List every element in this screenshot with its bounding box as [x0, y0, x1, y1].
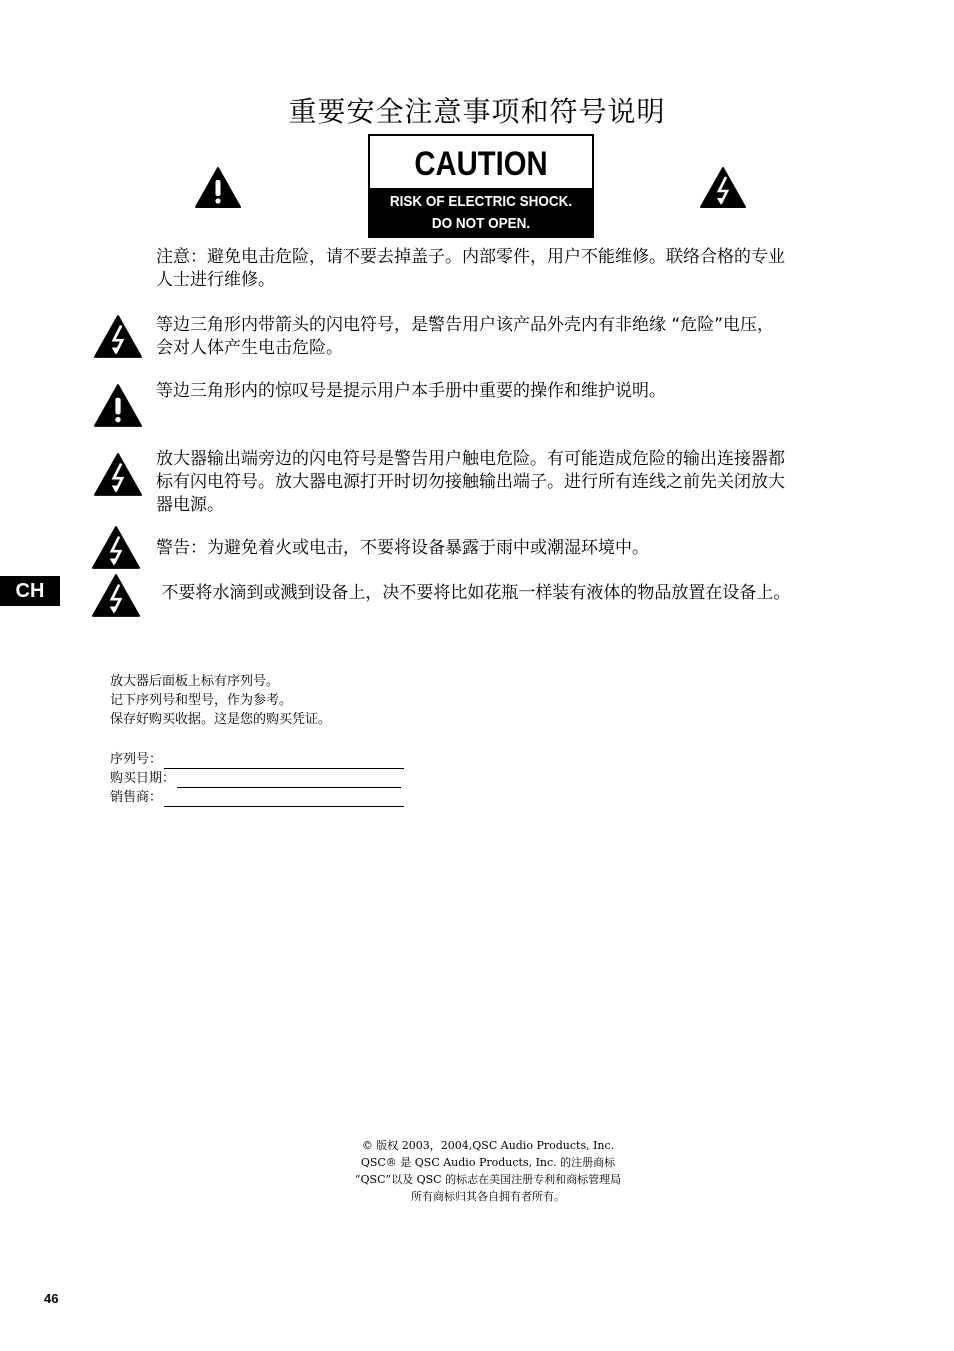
copyright-line-1: © 版权 2003，2004,QSC Audio Products, Inc. [361, 1139, 615, 1152]
liquid-warning-text [156, 582, 886, 605]
caution-line-2: DO NOT OPEN. [431, 215, 531, 232]
language-tab: CH [0, 576, 60, 606]
output-text-line-3: 器电源。 [156, 495, 224, 515]
copyright-line-2: QSC® 是 QSC Audio Products, Inc. 的注册商标 [360, 1156, 616, 1169]
purchase-date-field[interactable] [110, 769, 401, 788]
page-title: 重要安全注意事项和符号说明 [288, 95, 666, 128]
copyright-line-3: “QSC”以及 QSC 的标志在美国注册专利和商标管理局 [354, 1173, 622, 1186]
serial-number-field[interactable] [110, 750, 404, 769]
caution-label [368, 134, 594, 238]
purchase-date-line[interactable] [177, 775, 401, 788]
caution-word: CAUTION [414, 145, 548, 183]
dealer-label: 销售商： [110, 790, 163, 805]
copyright-line-4: 所有商标归其各自拥有者所有。 [411, 1190, 565, 1203]
output-text-line-1: 放大器输出端旁边的闪电符号是警告用户触电危险。有可能造成危险的输出连接器都 [156, 449, 785, 469]
caution-band [370, 188, 592, 236]
lightning-symbol-text [156, 314, 872, 360]
record-instructions [110, 672, 331, 729]
purchase-date-label: 购买日期： [110, 771, 176, 786]
output-terminal-text [156, 448, 872, 517]
lightning-triangle-icon [700, 166, 746, 208]
page-number: 46 [44, 1291, 59, 1306]
exclamation-symbol-text [156, 380, 872, 403]
caution-line-1: RISK OF ELECTRIC SHOCK. [389, 193, 573, 210]
serial-number-line[interactable] [164, 756, 404, 769]
warning-text-line: 警告：为避免着火或电击，不要将设备暴露于雨中或潮湿环境中。 [156, 538, 649, 558]
record-line-3: 保存好购买收据。这是您的购买凭证。 [110, 712, 332, 727]
exclamation-triangle-icon [195, 166, 241, 208]
caution-text-line-1: 注意：避免电击危险，请不要去掉盖子。内部零件，用户不能维修。联络合格的专业 [156, 247, 785, 267]
exclamation-text-line: 等边三角形内的惊叹号是提示用户本手册中重要的操作和维护说明。 [156, 381, 666, 401]
liquid-text-line: 不要将水滴到或溅到设备上，决不要将比如花瓶一样装有液体的物品放置在设备上。 [156, 583, 791, 603]
dealer-line[interactable] [164, 794, 404, 807]
lightning-triangle-icon [92, 573, 140, 617]
serial-number-label: 序列号： [110, 752, 163, 767]
record-line-2: 记下序列号和型号，作为参考。 [110, 693, 293, 708]
record-line-1: 放大器后面板上标有序列号。 [110, 674, 280, 689]
lightning-triangle-icon [94, 452, 142, 496]
copyright-notice [0, 1137, 954, 1205]
lightning-text-line-1: 等边三角形内带箭头的闪电符号，是警告用户该产品外壳内有非绝缘 “危险”电压， [156, 315, 775, 335]
caution-text-line-2: 人士进行维修。 [156, 270, 275, 290]
dealer-field[interactable] [110, 788, 404, 807]
exclamation-triangle-icon [94, 383, 142, 427]
output-text-line-2: 标有闪电符号。放大器电源打开时切勿接触输出端子。进行所有连线之前先关闭放大 [156, 472, 785, 492]
lightning-triangle-icon [92, 525, 140, 569]
warning-text [156, 537, 872, 560]
lightning-triangle-icon [94, 314, 142, 358]
caution-text [156, 246, 872, 292]
lightning-text-line-2: 会对人体产生电击危险。 [156, 338, 343, 358]
